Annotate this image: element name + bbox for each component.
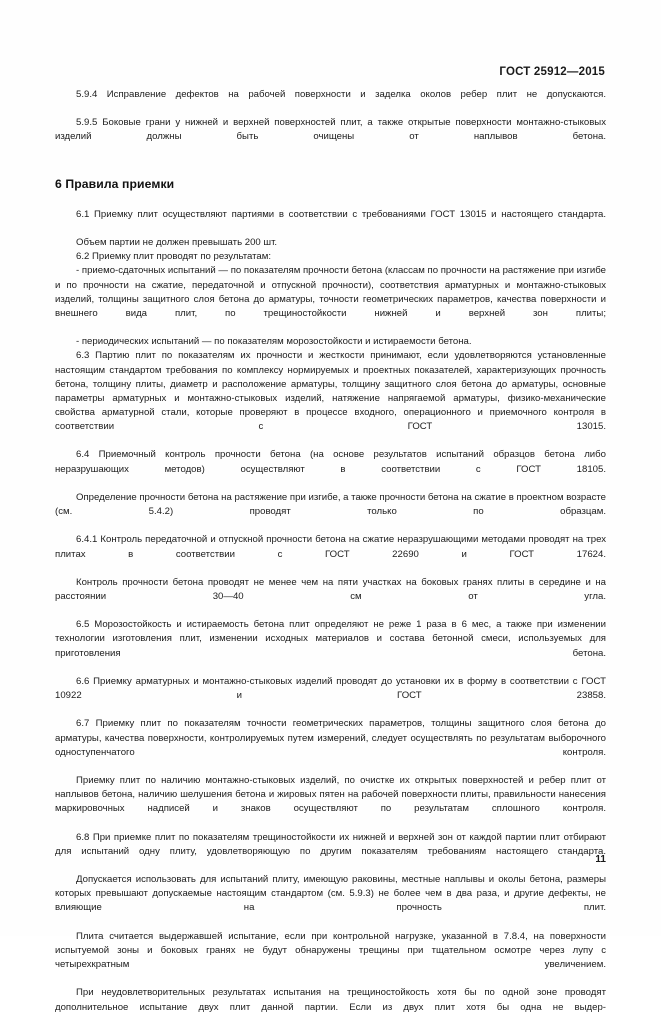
clause-5-9-5: 5.9.5 Боковые грани у нижней и верхней поверхностей плит, а также открытые поверхности монтажно-стыковых изделий должны быть очищены от наплывов бетона. [55,117,606,143]
page-header [55,62,605,80]
clause-6-4: 6.4 Приемочный контроль прочности бетона (на основе результатов испытаний образцов бетона либо неразрушающих методов) осуществляют в соответствии с ГОСТ 18105. [55,449,606,475]
page-number: 11 [595,854,606,865]
clause-6-7: 6.7 Приемку плит по показателям точности геометрических параметров, толщины защитного слоя бетона до арматуры, качества поверхности, контролируемых путем измерений, следует осуществлять по результатам выборочного одноступенчатого контроля. [55,718,606,758]
clause-6-8-note-2: Плита считается выдержавшей испытание, если при контрольной нагрузке, указанной в 7.8.4, на поверхности испытуемой зоны и боковых гранях не будут обнаружены трещины при тщательном осмотре через лупу с четырехкратным увеличением. [55,930,606,971]
clause-6-1-volume: Объем партии не должен превышать 200 шт. [76,237,278,249]
clause-6-4-1: 6.4.1 Контроль передаточной и отпускной прочности бетона на сжатие неразрушающими методами проводят на трех плитах в соответствии с ГОСТ 22690 и ГОСТ 17624. [55,534,606,560]
clause-6-5: 6.5 Морозостойкость и истираемость бетона плит определяют не реже 1 раза в 6 мес, а также при изменении технологии изготовления плит, изменении исходных материалов и состава бетонной смеси, используемых для приготовления бетона. [55,619,606,659]
heading-spacer-top [55,159,606,177]
clause-5-9-4: 5.9.4 Исправление дефектов на рабочей поверхности и заделка околов ребер плит не допускаются. [76,89,606,100]
clause-6-2-dash-1: - приемо-сдаточных испытаний — по показателям прочности бетона (классам по прочности на растяжение при изгибе и по прочности на сжатие, передаточной и отпускной прочности), соответствия арматурных и монтажно-стыковых изделий, толщины защитного слоя бетона до арматуры, точности геометрических параметров, качества поверхности и внешнего вида плит, по трещиностойкости нижней и верхней зон плиты; [55,265,606,319]
clause-6-7-note: Приемку плит по наличию монтажно-стыковых изделий, по очистке их открытых поверхностей и ребер плит от наплывов бетона, наличию шелушения бетона и жировых пятен на рабочей поверхности плиты, правильности нанесения маркировочных надписей и знаков осуществляют по результатам сплошного контроля. [55,775,606,815]
clause-6-4-1-note: Контроль прочности бетона проводят не менее чем на пяти участках на боковых гранях плиты в середине и на расстоянии 30—40 см от угла. [55,576,606,602]
heading-spacer-bottom [55,191,606,208]
clause-6-2-dash-2: - периодических испытаний — по показателям морозостойкости и истираемости бетона. [76,336,472,348]
clause-6-8-note-3: При неудовлетворительных результатах испытания на трещиностойкость хотя бы по одной зоне проводят дополнительное испытание двух плит данной партии. Если из двух плит хотя бы одна не выдер- [55,987,606,1013]
section-heading-6: 6 Правила приемки [55,176,175,191]
clause-6-8-note-1: Допускается использовать для испытаний плиту, имеющую раковины, местные наплывы и околы бетона, размеры которых превышают допускаемые настоящим стандартом (см. 5.9.3) не более чем в два раза, и другие дефекты, не влияющие на прочность плит. [55,874,606,914]
clause-6-4-note: Определение прочности бетона на растяжение при изгибе, а также прочности бетона на сжатие в проектном возрасте (см. 5.4.2) проводят только по образцам. [55,491,606,518]
clause-6-6: 6.6 Приемку арматурных и монтажно-стыковых изделий проводят до установки их в форму в соответствии с ГОСТ 10922 и ГОСТ 23858. [55,675,606,702]
clause-6-2: 6.2 Приемку плит проводят по результатам: [76,251,272,263]
standard-number: ГОСТ 25912—2015 [499,66,605,78]
clause-6-3: 6.3 Партию плит по показателям их прочности и жесткости принимают, если удовлетворяются установленные настоящим стандартом требования по комплексу нормируемых и проектных показателей, характеризующих прочность бетона, толщину плиты, диаметр и расположение арматуры, толщину защитного слоя бетона до арматуры, основные параметры арматурных и монтажно-стыковых изделий, натяжение напрягаемой арматуры, физико-механические свойства арматурной стали, которые проверяют в процессе входного, операционного и приемочного контроля в соответствии с ГОСТ 13015. [55,350,606,433]
clause-6-1: 6.1 Приемку плит осуществляют партиями в соответствии с требованиями ГОСТ 13015 и настоящего стандарта. [76,208,606,220]
document-body [55,88,606,1029]
clause-6-8: 6.8 При приемке плит по показателям трещиностойкости их нижней и верхней зон от каждой партии плит отбирают для испытаний одну плиту, удовлетворяющую по другим показателям требованиям настоящего стандарта. [55,831,606,857]
page-footer [55,849,606,867]
